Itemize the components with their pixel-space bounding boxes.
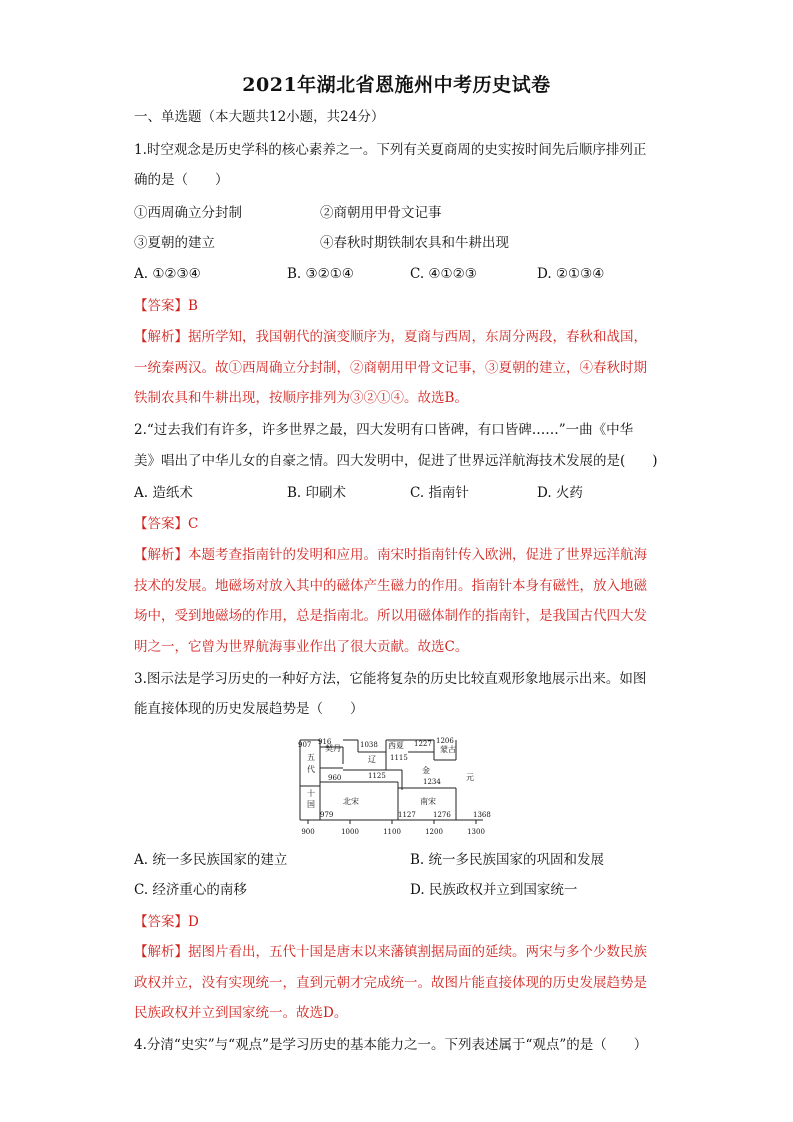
q1-analysis-line-3: 铁制农具和牛耕出现，按顺序排列为③②①④。故选B。: [134, 390, 468, 406]
q3-option-a: A. 统一多民族国家的建立: [134, 852, 288, 868]
label-xixia: 西夏: [388, 741, 404, 750]
q1-option-c: C. ④①②③: [410, 266, 477, 282]
q2-option-a: A. 造纸术: [134, 485, 193, 501]
label-1276: 1276: [433, 811, 451, 819]
q3-stem-line-1: 3.图示法是学习历史的一种好方法，它能将复杂的历史比较直观形象地展示出来。如图: [134, 671, 647, 687]
q1-answer: 【答案】B: [134, 298, 198, 314]
q1-item-4: ④春秋时期铁制农具和牛耕出现: [320, 235, 509, 251]
q3-analysis-line-2: 政权并立，没有实现统一，直到元朝才完成统一。故图片能直接体现的历史发展趋势是: [134, 975, 647, 991]
q1-item-3: ③夏朝的建立: [134, 235, 215, 251]
q1-option-d: D. ②①③④: [537, 266, 605, 282]
q1-stem-line-2: 确的是（ ）: [134, 172, 229, 188]
label-1038: 1038: [360, 741, 378, 749]
label-1368: 1368: [473, 811, 491, 819]
q2-analysis-line-1: 【解析】本题考查指南针的发明和应用。南宋时指南针传入欧洲，促进了世界远洋航海: [134, 547, 647, 563]
q3-analysis-line-3: 民族政权并立到国家统一。故选D。: [134, 1005, 348, 1021]
label-1234: 1234: [423, 778, 441, 786]
q3-answer: 【答案】D: [134, 914, 199, 930]
page-title: 2021年湖北省恩施州中考历史试卷: [242, 74, 551, 96]
label-wudai-1: 五: [307, 753, 315, 762]
axis-tick-900: 900: [301, 828, 315, 836]
label-shiguo-1: 十: [307, 789, 315, 798]
axis-tick-1000: 1000: [341, 828, 359, 836]
q3-option-b: B. 统一多民族国家的巩固和发展: [410, 852, 605, 868]
dynasty-timeline-diagram: [298, 730, 498, 842]
label-jin: 金: [422, 766, 430, 775]
q2-option-b: B. 印刷术: [287, 485, 347, 501]
q1-stem-line-1: 1.时空观念是历史学科的核心素养之一。下列有关夏商周的史实按时间先后顺序排列正: [134, 142, 647, 158]
label-liao: 辽: [368, 755, 376, 764]
label-nansong: 南宋: [420, 797, 436, 806]
q2-answer: 【答案】C: [134, 516, 199, 532]
axis-tick-1300: 1300: [467, 828, 485, 836]
label-qidan: 契丹: [325, 744, 341, 753]
q1-option-b: B. ③②①④: [287, 266, 354, 282]
q3-option-c: C. 经济重心的南移: [134, 882, 247, 898]
label-1227: 1227: [414, 740, 432, 748]
q3-option-d: D. 民族政权并立到国家统一: [410, 882, 578, 898]
label-1115: 1115: [390, 754, 408, 762]
q1-analysis-line-2: 一统秦两汉。故①西周确立分封制，②商朝用甲骨文记事，③夏朝的建立，④春秋时期: [134, 360, 647, 376]
label-menggu: 蒙古: [440, 745, 456, 754]
label-shiguo-2: 国: [307, 800, 315, 809]
q1-analysis-line-1: 【解析】据所学知，我国朝代的演变顺序为，夏商与西周，东周分两段，春秋和战国，: [134, 329, 647, 345]
q2-option-d: D. 火药: [537, 485, 583, 501]
q2-analysis-line-4: 明之一，它曾为世界航海事业作出了很大贡献。故选C。: [134, 639, 469, 655]
q2-analysis-line-3: 场中，受到地磁场的作用，总是指南北。所以用磁体制作的指南针，是我国古代四大发: [134, 608, 647, 624]
q4-stem-line-1: 4.分清“史实”与“观点”是学习历史的基本能力之一。下列表述属于“观点”的是（ ）: [134, 1037, 648, 1053]
q2-analysis-line-2: 技术的发展。地磁场对放入其中的磁体产生磁力的作用。指南针本身有磁性，放入地磁: [134, 578, 647, 594]
axis-tick-1200: 1200: [425, 828, 443, 836]
label-916: 916: [318, 738, 332, 746]
label-907: 907: [298, 741, 312, 749]
label-1127: 1127: [398, 811, 416, 819]
label-wudai-2: 代: [307, 765, 315, 774]
q3-stem-line-2: 能直接体现的历史发展趋势是（ ）: [134, 701, 364, 717]
label-979: 979: [320, 811, 334, 819]
q2-option-c: C. 指南针: [410, 485, 469, 501]
label-960: 960: [328, 774, 342, 782]
q3-analysis-line-1: 【解析】据图片看出，五代十国是唐末以来藩镇割据局面的延续。两宋与多个少数民族: [134, 944, 647, 960]
axis-tick-1100: 1100: [383, 828, 401, 836]
label-1125: 1125: [368, 772, 386, 780]
label-beisong: 北宋: [343, 797, 359, 806]
q1-item-1: ①西周确立分封制: [134, 205, 242, 221]
section-heading: 一、单选题（本大题共12小题，共24分）: [134, 109, 385, 125]
q2-stem-line-2: 美》唱出了中华儿女的自豪之情。四大发明中，促进了世界远洋航海技术发展的是( ): [134, 453, 658, 469]
q2-stem-line-1: 2.“过去我们有许多，许多世界之最，四大发明有口皆碑，有口皆碑……”一曲《中华: [134, 422, 634, 438]
label-1206: 1206: [436, 737, 454, 745]
q1-item-2: ②商朝用甲骨文记事: [320, 205, 442, 221]
q1-option-a: A. ①②③④: [134, 266, 201, 282]
label-yuan: 元: [466, 773, 474, 782]
